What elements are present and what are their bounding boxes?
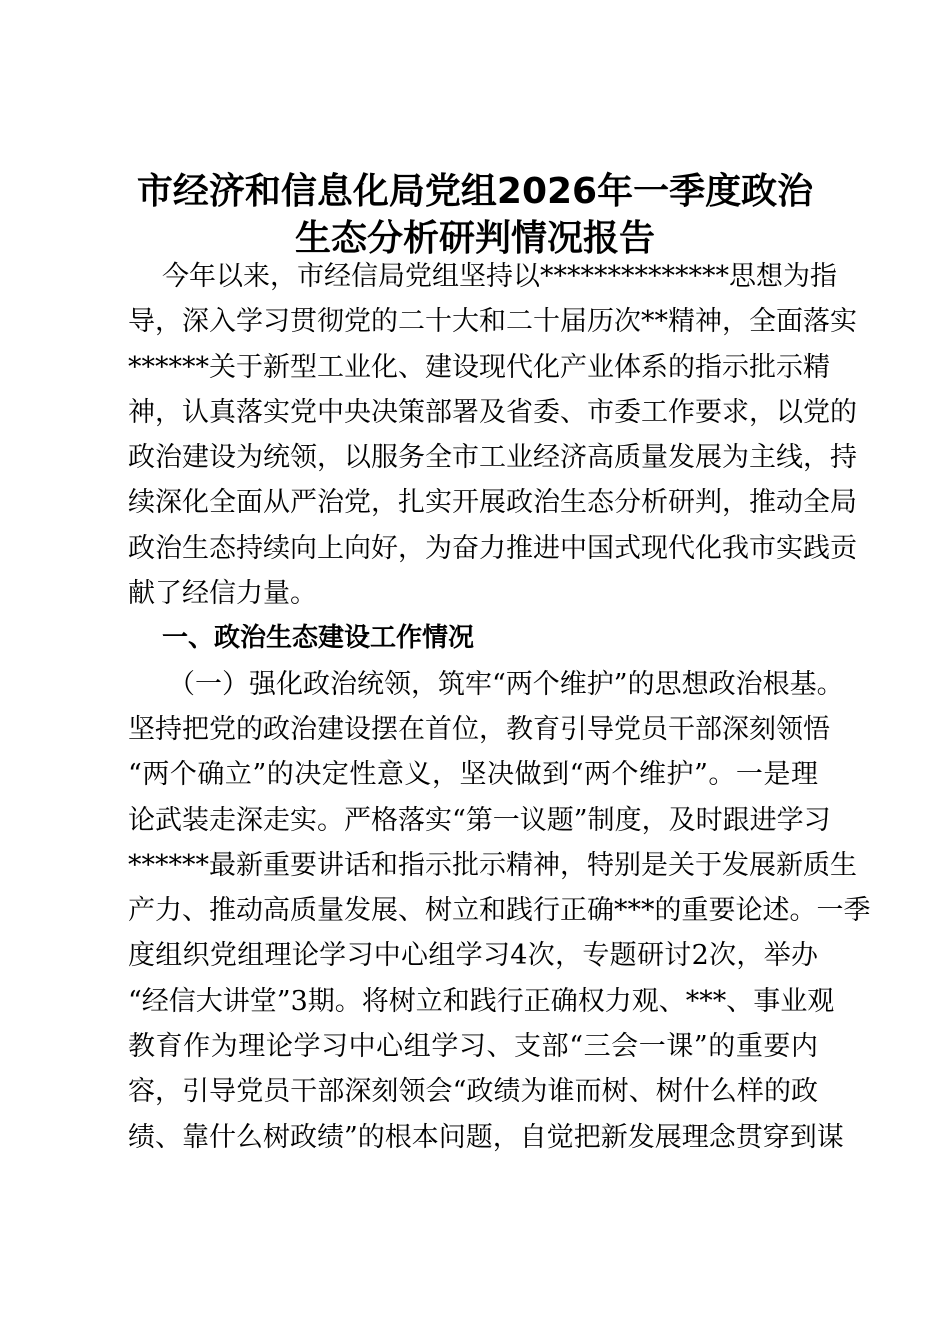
text-line: ******最新重要讲话和指示批示精神，特别是关于发展新质生 bbox=[128, 849, 857, 881]
text-line: 政治生态持续向上向好，为奋力推进中国式现代化我市实践贡 bbox=[128, 532, 857, 564]
text-line: 教育作为理论学习中心组学习、支部“三会一课”的重要内 bbox=[128, 1031, 818, 1063]
intro-paragraph bbox=[128, 254, 857, 616]
text-line: 产力、推动高质量发展、树立和践行正确***的重要论述。一季 bbox=[128, 895, 871, 927]
text-line: （一）强化政治统领，筑牢“两个维护”的思想政治根基。 bbox=[168, 668, 844, 700]
text-line: 论武装走深走实。严格落实“第一议题”制度，及时跟进学习 bbox=[128, 804, 831, 836]
text-line: 政治建设为统领，以服务全市工业经济高质量发展为主线，持 bbox=[128, 442, 857, 474]
section-heading: 一、政治生态建设工作情况 bbox=[162, 623, 475, 654]
document-body bbox=[128, 254, 871, 1160]
text-line: 导，深入学习贯彻党的二十大和二十届历次**精神，全面落实 bbox=[128, 306, 857, 338]
text-line: “两个确立”的决定性意义，坚决做到“两个维护”。一是理 bbox=[128, 759, 818, 791]
text-line: 容，引导党员干部深刻领会“政绩为谁而树、树什么样的政 bbox=[128, 1076, 818, 1108]
text-line: 献了经信力量。 bbox=[128, 578, 317, 610]
text-line: ******关于新型工业化、建设现代化产业体系的指示批示精 bbox=[128, 351, 830, 383]
text-line: 绩、靠什么树政绩”的根本问题，自觉把新发展理念贯穿到谋 bbox=[128, 1121, 844, 1153]
text-line: 今年以来，市经信局党组坚持以**************思想为指 bbox=[162, 261, 837, 292]
document-title bbox=[120, 168, 830, 262]
section-paragraph bbox=[128, 662, 871, 1160]
title-line: 市经济和信息化局党组2026年一季度政治 bbox=[136, 171, 814, 212]
text-line: 神，认真落实党中央决策部署及省委、市委工作要求，以党的 bbox=[128, 396, 857, 428]
section-heading-paragraph bbox=[128, 616, 818, 661]
text-line: 度组织党组理论学习中心组学习4次，专题研讨2次，举办 bbox=[128, 940, 818, 972]
text-line: 坚持把党的政治建设摆在首位，教育引导党员干部深刻领悟 bbox=[128, 713, 830, 745]
title-line: 生态分析研判情况报告 bbox=[294, 218, 655, 259]
text-line: 续深化全面从严治党，扎实开展政治生态分析研判，推动全局 bbox=[128, 487, 857, 519]
text-line: “经信大讲堂”3期。将树立和践行正确权力观、***、事业观 bbox=[128, 985, 835, 1017]
